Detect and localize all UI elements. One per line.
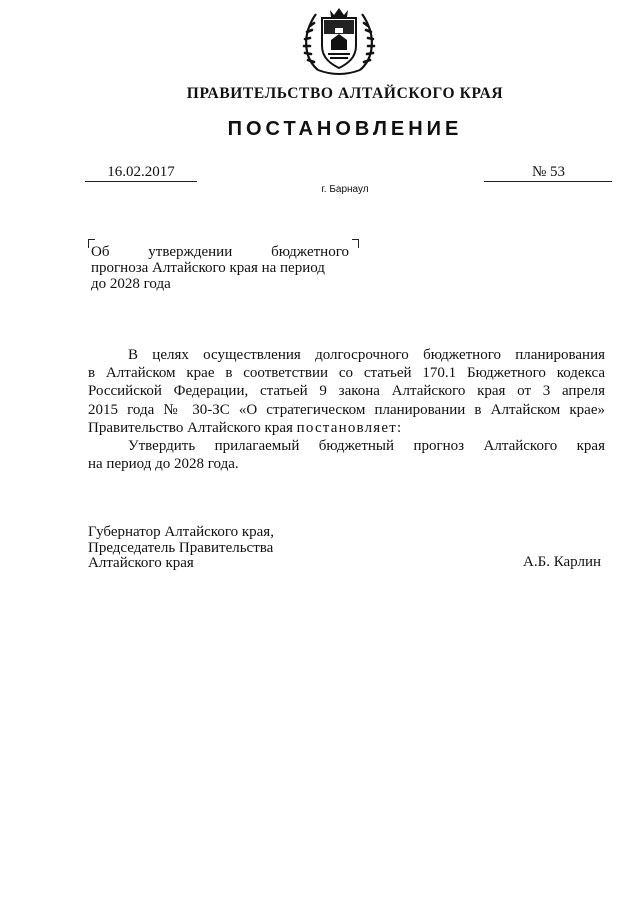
document-subject bbox=[91, 244, 349, 292]
body-line: 2015 года № 30-ЗС «О стратегическом планировании в Алтайском крае» bbox=[88, 401, 605, 418]
signatory-line: Алтайского края bbox=[88, 555, 194, 571]
signatory-line: Губернатор Алтайского края, bbox=[88, 524, 274, 540]
body-line: в Алтайском крае в соответствии со статьей 170.1 Бюджетного кодекса bbox=[88, 365, 605, 382]
body-text-emphasis: постановляет: bbox=[296, 419, 403, 436]
body-line: Утвердить прилагаемый бюджетный прогноз Алтайского края bbox=[128, 438, 605, 455]
body-text-prefix: Правительство Алтайского края bbox=[88, 419, 297, 436]
subject-line-3: до 2028 года bbox=[91, 276, 171, 292]
body-line: на период до 2028 года. bbox=[88, 456, 239, 473]
body-line: В целях осуществления долгосрочного бюджетного планирования bbox=[128, 347, 605, 363]
subject-word: бюджетного bbox=[271, 244, 349, 260]
subject-word: утверждении bbox=[148, 244, 233, 260]
document-number: № 53 bbox=[532, 164, 566, 180]
document-type-title: ПОСТАНОВЛЕНИЕ bbox=[227, 118, 463, 140]
signatory-title bbox=[88, 525, 274, 572]
subject-bracket-right bbox=[352, 239, 359, 248]
body-line: Российской Федерации, статьей 9 закона Алтайского края от 3 апреля bbox=[88, 383, 605, 400]
subject-line-1 bbox=[91, 244, 349, 260]
document-city: г. Барнаул bbox=[321, 184, 369, 195]
document-number-field bbox=[484, 164, 612, 182]
body-line bbox=[88, 419, 605, 437]
subject-word: Об bbox=[91, 244, 110, 260]
document-date: 16.02.2017 bbox=[85, 164, 197, 182]
signatory-name: А.Б. Карлин bbox=[523, 554, 602, 570]
government-title: ПРАВИТЕЛЬСТВО АЛТАЙСКОГО КРАЯ bbox=[186, 85, 504, 102]
document-body bbox=[88, 346, 605, 473]
signatory-line: Председатель Правительства bbox=[88, 539, 274, 556]
coat-of-arms-icon bbox=[300, 4, 378, 78]
subject-line-2: прогноза Алтайского края на период bbox=[91, 260, 325, 276]
